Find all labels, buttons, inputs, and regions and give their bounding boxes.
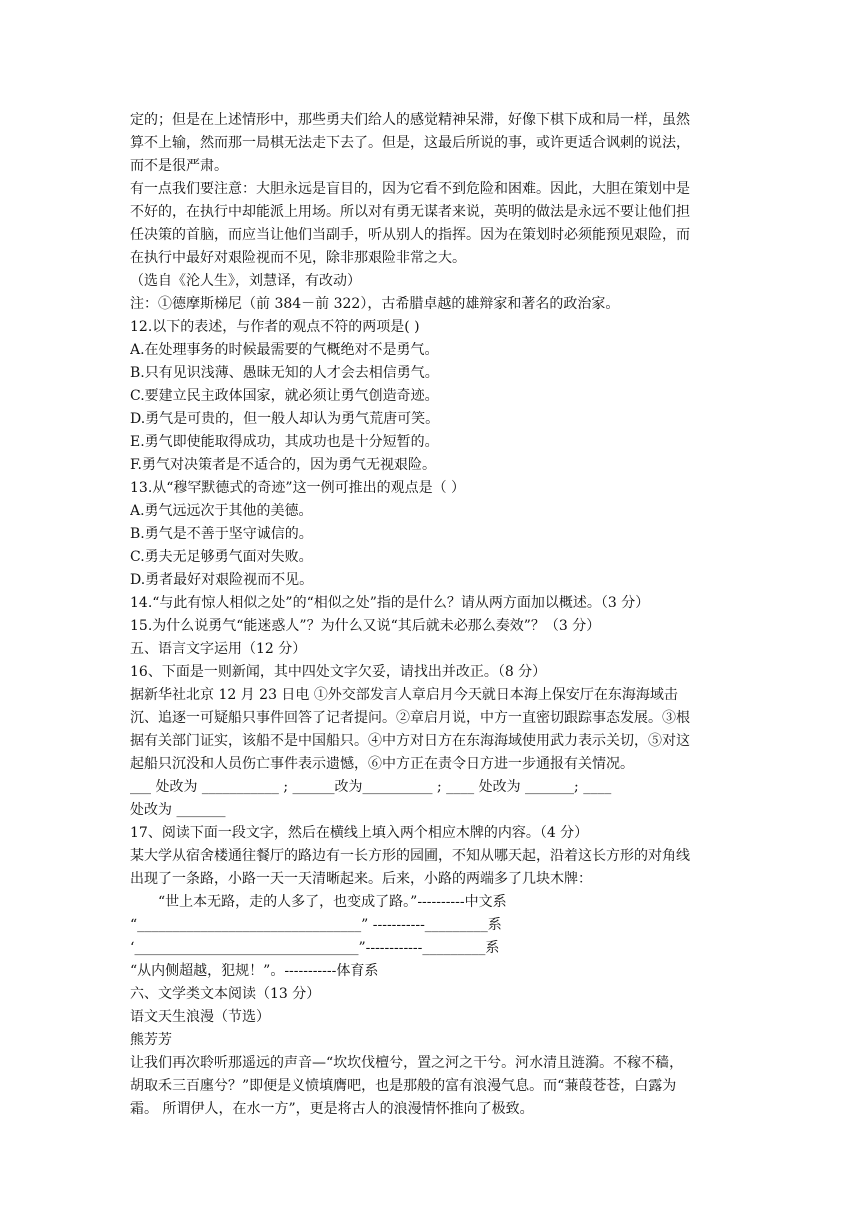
text-line: 沉、追逐一可疑船只事件回答了记者提问。②章启月说，中方一直密切跟踪事态发展。③根 (130, 710, 690, 726)
text-line: A.勇气远远次于其他的美德。 (130, 503, 313, 519)
text-line: 13.从“穆罕默德式的奇迹”这一例可推出的观点是（ ） (130, 480, 466, 496)
text-line: 熊芳芳 (130, 1032, 172, 1048)
text-line: 任决策的首脑，而应当让他们当副手，听从别人的指挥。因为在策划时必须能预见艰险，而 (130, 227, 690, 243)
text-line: 霜。 所谓伊人，在水一方”，更是将古人的浪漫情怀推向了极致。 (130, 1101, 534, 1117)
text-line: “从内侧超越，犯规！”。-----------体育系 (130, 963, 379, 979)
document-page (130, 109, 730, 1121)
text-line: 定的；但是在上述情形中，那些勇夫们给人的感觉精神呆滞，好像下棋下成和局一样，虽然 (130, 112, 690, 128)
text-line: 出现了一条路，小路一天一天清晰起来。后来，小路的两端多了几块木牌： (130, 871, 592, 887)
text-line: E.勇气即使能取得成功，其成功也是十分短暂的。 (130, 434, 439, 450)
text-line: ‘________________________________”------------_________系 (130, 940, 500, 956)
text-line: 六、文学类文本阅读（13 分） (130, 986, 321, 1002)
text-line: D.勇者最好对艰险视而不见。 (130, 572, 314, 588)
text-line: 算不上输，然而那一局棋无法走下去了。但是，这最后所说的事，或许更适合讽刺的说法， (130, 135, 690, 151)
text-line: 语文天生浪漫（节选） (130, 1009, 270, 1025)
text-line: 让我们再次聆听那遥远的声音—“坎坎伐檀兮，置之河之干兮。河水清且涟漪。不稼不穑， (130, 1055, 684, 1071)
text-line: 而不是很严肃。 (130, 158, 228, 174)
text-line: “世上本无路，走的人多了，也变成了路。”----------中文系 (158, 894, 507, 910)
text-line: F.勇气对决策者是不适合的，因为勇气无视艰险。 (130, 457, 436, 473)
text-line: （选自《沦人生》，刘慧译，有改动） (130, 273, 361, 289)
text-line: 16、下面是一则新闻，其中四处文字欠妥，请找出并改正。（8 分） (130, 664, 547, 680)
text-line: 注：①德摩斯梯尼（前 384－前 322），古希腊卓越的雄辩家和著名的政治家。 (130, 296, 620, 312)
text-line: 在执行中最好对艰险视而不见，除非那艰险非常之大。 (130, 250, 466, 266)
text-line: B.勇气是不善于坚守诚信的。 (130, 526, 313, 542)
text-line: 17、阅读下面一段文字，然后在横线上填入两个相应木牌的内容。（4 分） (130, 825, 589, 841)
text-line: C.要建立民主政体国家，就必须让勇气创造奇迹。 (130, 388, 439, 404)
text-line: 处改为 _______ (130, 802, 226, 818)
text-line: 五、语言文字运用（12 分） (130, 641, 307, 657)
text-line: B.只有见识浅薄、愚昧无知的人才会去相信勇气。 (130, 365, 439, 381)
text-line: 某大学从宿舍楼通往餐厅的路边有一长方形的园圃，不知从哪天起，沿着这长方形的对角线 (130, 848, 690, 864)
text-line: 15.为什么说勇气“能迷惑人”？为什么又说“其后就未必那么奏效”？（3 分） (130, 618, 601, 634)
text-line: 14.“与此有惊人相似之处”的“相似之处”指的是什么？请从两方面加以概述。（3 分） (130, 595, 650, 611)
text-line: ___ 处改为 ___________ ; ______改为__________ ; ____ 处改为 _______; ____ (130, 779, 612, 795)
text-line: 起船只沉没和人员伤亡事件表示遗憾，⑥中方正在责令日方进一步通报有关情况。 (130, 756, 634, 772)
text-line: C.勇夫无足够勇气面对失败。 (130, 549, 313, 565)
text-line: A.在处理事务的时候最需要的气概绝对不是勇气。 (130, 342, 439, 358)
text-line: 据新华社北京 12 月 23 日电 ①外交部发言人章启月今天就日本海上保安厅在东海海域击 (130, 687, 678, 703)
text-line: 12.以下的表述，与作者的观点不符的两项是( ) (130, 319, 420, 335)
text-line: D.勇气是可贵的，但一般人却认为勇气荒唐可笑。 (130, 411, 440, 427)
text-line: 胡取禾三百廛兮？”即便是义愤填膺吧，也是那般的富有浪漫气息。而“蒹葭苍苍，白露为 (130, 1078, 677, 1094)
text-line: 有一点我们要注意：大胆永远是盲目的，因为它看不到危险和困难。因此，大胆在策划中是 (130, 181, 690, 197)
text-line: “________________________________” -----------_________系 (130, 917, 502, 933)
text-line: 不好的，在执行中却能派上用场。所以对有勇无谋者来说，英明的做法是永远不要让他们担 (130, 204, 690, 220)
text-line: 据有关部门证实，该船不是中国船只。④中方对日方在东海海域使用武力表示关切，⑤对这 (130, 733, 690, 749)
